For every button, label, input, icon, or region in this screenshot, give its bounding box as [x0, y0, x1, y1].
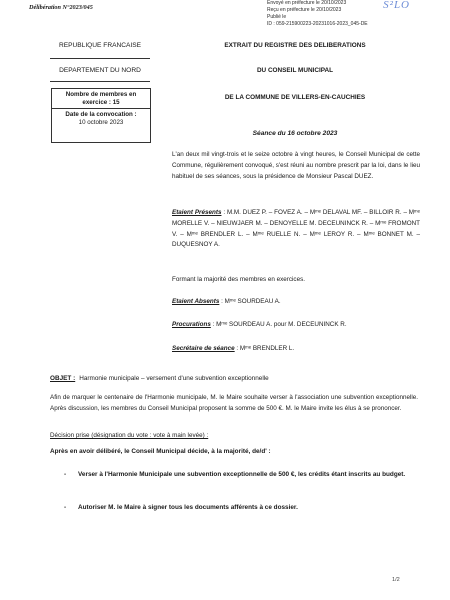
commune-title: DE LA COMMUNE DE VILLERS-EN-CAUCHIES — [224, 94, 366, 101]
procurations-text: : Mᵐᵉ SOURDEAU A. pour M. DECEUNINCK R. — [210, 321, 347, 328]
stamp-published: Publié le — [267, 14, 287, 20]
procurations-label: Procurations — [172, 321, 211, 328]
objet-line — [50, 375, 269, 382]
absents-list: : Mᵐᵉ SOURDEAU A. — [219, 298, 281, 305]
seance-date: Séance du 16 octobre 2023 — [252, 130, 338, 137]
convocation-date: 10 octobre 2023 — [78, 118, 124, 126]
prefecture-stamp — [267, 0, 450, 40]
council-title: DU CONSEIL MUNICIPAL — [256, 67, 334, 74]
decision-item-text: Verser à l'Harmonie Municipale une subvention exceptionnelle de 500 €, les crédits étant inscrits au budget. — [78, 471, 406, 478]
objet-text: Harmonie municipale – versement d'une subvention exceptionnelle — [79, 375, 269, 382]
secretary-section — [172, 344, 420, 355]
convocation-label: Date de la convocation : — [65, 111, 137, 118]
objet-label: OBJET : — [50, 375, 76, 382]
deliberation-number: Délibération N°2023/045 — [29, 4, 93, 11]
members-info-box — [51, 88, 151, 143]
stamp-id: ID : 059-215900223-20231016-2023_045-DE — [267, 21, 368, 27]
decision-item — [64, 503, 418, 514]
absents-section — [172, 297, 420, 308]
decision-item — [64, 470, 418, 481]
divider — [50, 58, 150, 59]
absents-label: Etaient Absents — [172, 298, 220, 305]
bullet-dash: - — [64, 504, 67, 511]
presents-list: : M.M. DUEZ P. – FOVEZ A. – Mᵐᵉ DELAVAL MF. – BILLOIR R. – Mᵐᵉ MORELLE V. – NIEUWJAER M. – DENOYELLE M. DECEUNINCK R. – Mᵐᵉ FROMONT V. – Mᵐᵉ BRENDLER L. – Mᵐᵉ RUELLE N. – Mᵐᵉ LEROY R. – Mᵐᵉ BONNET M. – DUQUESNOY A. — [172, 209, 420, 249]
divider — [50, 81, 150, 82]
decision-intro: Après en avoir délibéré, le Conseil Municipal décide, à la majorité, de/d' : — [50, 448, 271, 455]
members-count: Nombre de membres en exercice : 15 — [52, 89, 150, 109]
context-paragraph: Afin de marquer le centenaire de l'Harmonie municipale, M. le Maire souhaite verser à l'association une subvention exceptionnelle. Après discussion, les membres du Conseil Municipal proposent la somme de 500 €. M. le Maire invite les élus à se prononcer. — [50, 394, 418, 412]
procurations-section — [172, 320, 420, 331]
intro-paragraph: L'an deux mil vingt-trois et le seize octobre à vingt heures, le Conseil Municipal de cette Commune, régulièrement convoqué, s'est réuni au nombre prescrit par la loi, dans le lieu habituel de ses séances, sous la présidence de Monsieur Pascal DUEZ. — [172, 151, 420, 180]
decision-item-text: Autoriser M. le Maire à signer tous les documents afférents à ce dossier. — [78, 504, 298, 511]
presents-label: Etaient Présents — [172, 209, 222, 216]
stamp-sent: Envoyé en préfecture le 20/10/2023 — [267, 0, 347, 6]
register-title: EXTRAIT DU REGISTRE DES DELIBERATIONS — [224, 42, 366, 49]
stamp-received: Reçu en préfecture le 20/10/2023 — [267, 7, 342, 13]
department-label: DEPARTEMENT DU NORD — [59, 67, 141, 74]
s2lo-logo: S²LO — [383, 0, 410, 11]
secretary-name: : Mᵐᵉ BRENDLER L. — [234, 345, 295, 352]
presents-section — [172, 208, 420, 251]
page-number: 1/2 — [392, 577, 400, 583]
republic-label: REPUBLIQUE FRANCAISE — [58, 42, 142, 49]
secretary-label: Secrétaire de séance — [172, 345, 235, 352]
bullet-dash: - — [64, 471, 67, 478]
decision-line: Décision prise (désignation du vote : vote à main levée) : — [50, 432, 209, 439]
majority-text: Formant la majorité des membres en exercices. — [172, 276, 305, 283]
convocation-info — [52, 109, 150, 128]
